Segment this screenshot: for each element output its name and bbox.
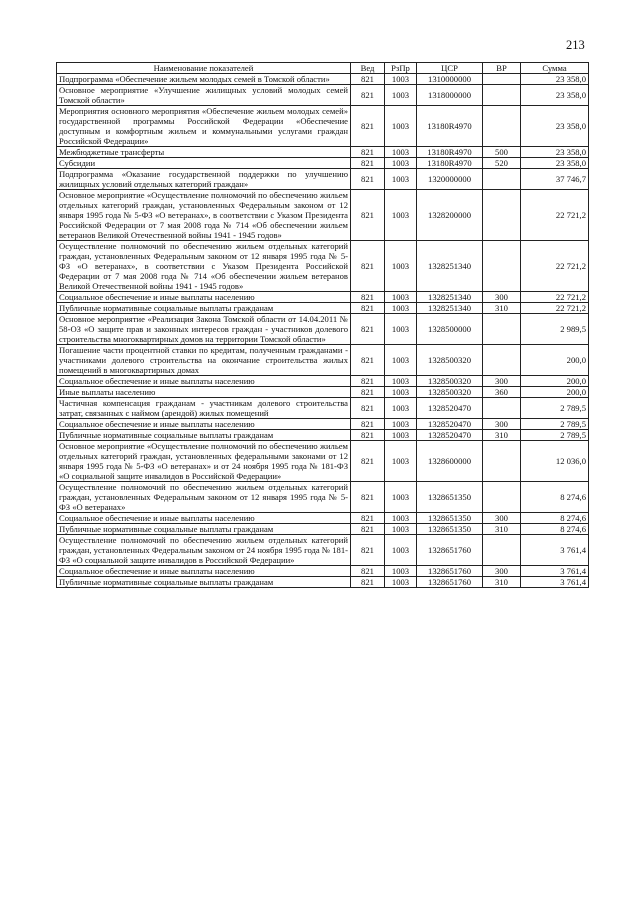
row-rzpr-cell: 1003 (385, 419, 417, 430)
row-sum-cell: 2 989,5 (521, 314, 589, 345)
row-vr-cell (483, 482, 521, 513)
row-sum-cell: 8 274,6 (521, 513, 589, 524)
table-row (57, 190, 589, 241)
row-sum-cell: 22 721,2 (521, 292, 589, 303)
row-ved-cell: 821 (351, 303, 385, 314)
row-name-cell: Социальное обеспечение и иные выплаты населению (57, 419, 351, 430)
row-name-cell: Социальное обеспечение и иные выплаты населению (57, 292, 351, 303)
header-sum: Сумма (521, 63, 589, 74)
row-csr-cell: 1328500000 (417, 314, 483, 345)
row-csr-cell: 1328651760 (417, 566, 483, 577)
row-ved-cell: 821 (351, 158, 385, 169)
row-ved-cell: 821 (351, 241, 385, 292)
row-rzpr-cell: 1003 (385, 303, 417, 314)
row-vr-cell: 310 (483, 303, 521, 314)
row-ved-cell: 821 (351, 74, 385, 85)
row-ved-cell: 821 (351, 190, 385, 241)
row-name-cell: Публичные нормативные социальные выплаты гражданам (57, 524, 351, 535)
row-sum-cell: 12 036,0 (521, 441, 589, 482)
table-row (57, 566, 589, 577)
budget-table (56, 62, 589, 588)
row-ved-cell: 821 (351, 398, 385, 419)
table-row (57, 292, 589, 303)
header-vr: ВР (483, 63, 521, 74)
row-name-cell: Основное мероприятие «Осуществление полномочий по обеспечению жильем отдельных категорий граждан, установленных Федеральным законом от 12 января 1995 года № 5-ФЗ «О ветеранах», в соответствии с Указом Президента Российской Федерации от 7 мая 2008 года № 714 «Об обеспечении жильем ветеранов Великой Отечественной войны 1941 - 1945 годов» (57, 190, 351, 241)
row-name-cell: Публичные нормативные социальные выплаты гражданам (57, 577, 351, 588)
row-vr-cell: 310 (483, 524, 521, 535)
header-csr: ЦСР (417, 63, 483, 74)
row-ved-cell: 821 (351, 524, 385, 535)
row-sum-cell: 23 358,0 (521, 106, 589, 147)
row-rzpr-cell: 1003 (385, 158, 417, 169)
row-vr-cell: 300 (483, 419, 521, 430)
row-name-cell: Публичные нормативные социальные выплаты гражданам (57, 430, 351, 441)
row-vr-cell (483, 85, 521, 106)
row-rzpr-cell: 1003 (385, 147, 417, 158)
table-row (57, 74, 589, 85)
row-ved-cell: 821 (351, 387, 385, 398)
row-sum-cell: 23 358,0 (521, 85, 589, 106)
row-name-cell: Основное мероприятие «Осуществление полномочий по обеспечению жильем отдельных категорий граждан, установленных федеральными законами от 12 января 1995 года № 5-ФЗ «О ветеранах» и от 24 ноября 1995 года № 181-ФЗ «О социальной защите инвалидов в Российской Федерации» (57, 441, 351, 482)
row-vr-cell (483, 345, 521, 376)
row-ved-cell: 821 (351, 169, 385, 190)
row-csr-cell: 1318000000 (417, 85, 483, 106)
row-name-cell: Социальное обеспечение и иные выплаты населению (57, 513, 351, 524)
row-csr-cell: 1328251340 (417, 292, 483, 303)
row-name-cell: Мероприятия основного мероприятия «Обеспечение жильем молодых семей» государственной программы Российской Федерации «Обеспечение доступным и комфортным жильем и коммунальными услугами граждан Российской Федерации» (57, 106, 351, 147)
row-rzpr-cell: 1003 (385, 314, 417, 345)
table-row (57, 535, 589, 566)
row-name-cell: Осуществление полномочий по обеспечению жильем отдельных категорий граждан, установленных Федеральным законом от 12 января 1995 года № 5-ФЗ «О ветеранах», в соответствии с Указом Президента Российской Федерации от 7 мая 2008 года № 714 «Об обеспечении жильем ветеранов Великой Отечественной войны 1941 - 1945 годов» (57, 241, 351, 292)
row-name-cell: Погашение части процентной ставки по кредитам, полученным гражданами - участниками долевого строительства на окончание строительства жилых помещений в многоквартирных домах (57, 345, 351, 376)
row-csr-cell: 1328500320 (417, 345, 483, 376)
table-row (57, 513, 589, 524)
row-rzpr-cell: 1003 (385, 85, 417, 106)
table-row (57, 419, 589, 430)
table-row (57, 85, 589, 106)
table-row (57, 577, 589, 588)
row-csr-cell: 1328520470 (417, 419, 483, 430)
row-ved-cell: 821 (351, 106, 385, 147)
row-ved-cell: 821 (351, 314, 385, 345)
table-row (57, 106, 589, 147)
row-csr-cell: 1328500320 (417, 376, 483, 387)
row-ved-cell: 821 (351, 513, 385, 524)
row-sum-cell: 2 789,5 (521, 419, 589, 430)
table-row (57, 430, 589, 441)
row-vr-cell: 310 (483, 430, 521, 441)
row-rzpr-cell: 1003 (385, 398, 417, 419)
row-name-cell: Социальное обеспечение и иные выплаты населению (57, 566, 351, 577)
row-name-cell: Межбюджетные трансферты (57, 147, 351, 158)
row-name-cell: Публичные нормативные социальные выплаты гражданам (57, 303, 351, 314)
row-csr-cell: 13180R4970 (417, 106, 483, 147)
row-vr-cell (483, 74, 521, 85)
table-row (57, 441, 589, 482)
row-name-cell: Подпрограмма «Обеспечение жильем молодых семей в Томской области» (57, 74, 351, 85)
row-rzpr-cell: 1003 (385, 566, 417, 577)
row-ved-cell: 821 (351, 419, 385, 430)
row-vr-cell (483, 241, 521, 292)
row-ved-cell: 821 (351, 147, 385, 158)
row-ved-cell: 821 (351, 535, 385, 566)
row-sum-cell: 37 746,7 (521, 169, 589, 190)
row-vr-cell (483, 169, 521, 190)
row-ved-cell: 821 (351, 577, 385, 588)
table-row (57, 147, 589, 158)
header-name: Наименование показателей (57, 63, 351, 74)
header-ved: Вед (351, 63, 385, 74)
row-sum-cell: 22 721,2 (521, 303, 589, 314)
row-vr-cell: 300 (483, 292, 521, 303)
row-name-cell: Иные выплаты населению (57, 387, 351, 398)
row-rzpr-cell: 1003 (385, 190, 417, 241)
table-body (57, 74, 589, 588)
row-csr-cell: 1328500320 (417, 387, 483, 398)
row-ved-cell: 821 (351, 292, 385, 303)
row-sum-cell: 22 721,2 (521, 241, 589, 292)
row-name-cell: Основное мероприятие «Улучшение жилищных условий молодых семей Томской области» (57, 85, 351, 106)
table-row (57, 345, 589, 376)
row-vr-cell (483, 314, 521, 345)
row-vr-cell: 360 (483, 387, 521, 398)
row-csr-cell: 1328200000 (417, 190, 483, 241)
row-sum-cell: 23 358,0 (521, 158, 589, 169)
row-name-cell: Осуществление полномочий по обеспечению жильем отдельных категорий граждан, установленных Федеральным законом от 24 ноября 1995 года № 181-ФЗ «О социальной защите инвалидов в Российской Федерации» (57, 535, 351, 566)
row-sum-cell: 3 761,4 (521, 535, 589, 566)
row-rzpr-cell: 1003 (385, 292, 417, 303)
row-ved-cell: 821 (351, 376, 385, 387)
row-rzpr-cell: 1003 (385, 441, 417, 482)
row-vr-cell (483, 535, 521, 566)
row-name-cell: Подпрограмма «Оказание государственной поддержки по улучшению жилищных условий отдельных категорий граждан» (57, 169, 351, 190)
row-csr-cell: 1328520470 (417, 430, 483, 441)
row-sum-cell: 22 721,2 (521, 190, 589, 241)
table-row (57, 482, 589, 513)
row-ved-cell: 821 (351, 566, 385, 577)
row-sum-cell: 23 358,0 (521, 74, 589, 85)
row-ved-cell: 821 (351, 430, 385, 441)
row-vr-cell (483, 441, 521, 482)
row-csr-cell: 1320000000 (417, 169, 483, 190)
row-rzpr-cell: 1003 (385, 513, 417, 524)
table-row (57, 387, 589, 398)
row-csr-cell: 13180R4970 (417, 158, 483, 169)
row-rzpr-cell: 1003 (385, 577, 417, 588)
row-ved-cell: 821 (351, 85, 385, 106)
row-vr-cell (483, 106, 521, 147)
row-sum-cell: 2 789,5 (521, 430, 589, 441)
row-rzpr-cell: 1003 (385, 345, 417, 376)
row-rzpr-cell: 1003 (385, 482, 417, 513)
table-row (57, 524, 589, 535)
table-row (57, 158, 589, 169)
row-vr-cell: 300 (483, 376, 521, 387)
row-name-cell: Осуществление полномочий по обеспечению жильем отдельных категорий граждан, установленных Федеральным законом от 12 января 1995 года № 5-ФЗ «О ветеранах» (57, 482, 351, 513)
row-vr-cell (483, 398, 521, 419)
row-csr-cell: 1328651350 (417, 524, 483, 535)
row-csr-cell: 1328651350 (417, 482, 483, 513)
row-rzpr-cell: 1003 (385, 241, 417, 292)
table-row (57, 398, 589, 419)
table-header (57, 63, 589, 74)
row-rzpr-cell: 1003 (385, 169, 417, 190)
row-sum-cell: 8 274,6 (521, 482, 589, 513)
row-vr-cell: 310 (483, 577, 521, 588)
row-sum-cell: 200,0 (521, 387, 589, 398)
row-ved-cell: 821 (351, 482, 385, 513)
table-row (57, 303, 589, 314)
row-sum-cell: 2 789,5 (521, 398, 589, 419)
row-sum-cell: 3 761,4 (521, 566, 589, 577)
row-vr-cell: 520 (483, 158, 521, 169)
row-rzpr-cell: 1003 (385, 524, 417, 535)
row-rzpr-cell: 1003 (385, 74, 417, 85)
row-rzpr-cell: 1003 (385, 430, 417, 441)
row-csr-cell: 1328651350 (417, 513, 483, 524)
table-row (57, 169, 589, 190)
header-rzpr: РзПр (385, 63, 417, 74)
row-csr-cell: 1328651760 (417, 535, 483, 566)
row-name-cell: Частичная компенсация гражданам - участникам долевого строительства затрат, связанных с наймом (арендой) жилых помещений (57, 398, 351, 419)
row-vr-cell: 500 (483, 147, 521, 158)
page-number: 213 (566, 38, 585, 52)
row-rzpr-cell: 1003 (385, 106, 417, 147)
row-sum-cell: 3 761,4 (521, 577, 589, 588)
row-csr-cell: 1328651760 (417, 577, 483, 588)
row-rzpr-cell: 1003 (385, 376, 417, 387)
row-sum-cell: 8 274,6 (521, 524, 589, 535)
table-row (57, 376, 589, 387)
row-sum-cell: 23 358,0 (521, 147, 589, 158)
row-ved-cell: 821 (351, 345, 385, 376)
table-row (57, 314, 589, 345)
row-name-cell: Субсидии (57, 158, 351, 169)
row-csr-cell: 1328520470 (417, 398, 483, 419)
row-vr-cell: 300 (483, 513, 521, 524)
row-name-cell: Основное мероприятие «Реализация Закона Томской области от 14.04.2011 № 58-ОЗ «О защите прав и законных интересов граждан - участников долевого строительства многоквартирных домов на территории Томской области» (57, 314, 351, 345)
row-ved-cell: 821 (351, 441, 385, 482)
row-vr-cell: 300 (483, 566, 521, 577)
row-csr-cell: 1328600000 (417, 441, 483, 482)
row-csr-cell: 13180R4970 (417, 147, 483, 158)
row-sum-cell: 200,0 (521, 376, 589, 387)
row-csr-cell: 1328251340 (417, 241, 483, 292)
table-row (57, 241, 589, 292)
row-rzpr-cell: 1003 (385, 387, 417, 398)
row-vr-cell (483, 190, 521, 241)
row-csr-cell: 1310000000 (417, 74, 483, 85)
row-rzpr-cell: 1003 (385, 535, 417, 566)
row-csr-cell: 1328251340 (417, 303, 483, 314)
row-name-cell: Социальное обеспечение и иные выплаты населению (57, 376, 351, 387)
row-sum-cell: 200,0 (521, 345, 589, 376)
